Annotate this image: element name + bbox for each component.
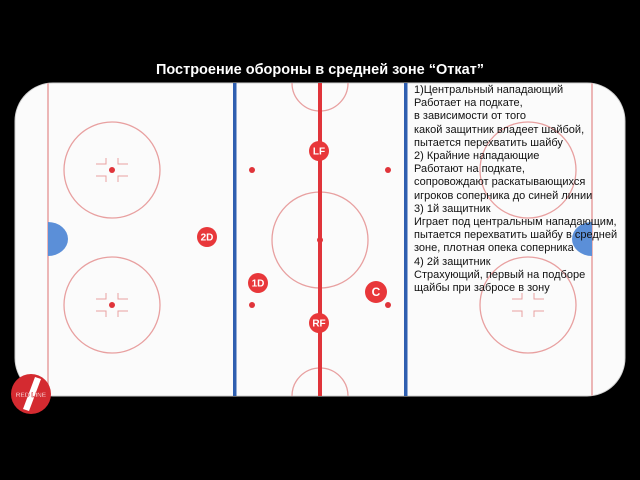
- neutral-dot-bottom-left: [249, 302, 255, 308]
- note-line: сопровождают раскатывающихся: [414, 176, 586, 189]
- note-line: 3) 1й защитник: [414, 202, 491, 215]
- neutral-dot-top-right: [385, 167, 391, 173]
- notes-panel: [414, 84, 636, 295]
- note-line: пытается перехватить шайбу в средней: [414, 229, 618, 242]
- note-line: Играет под центральным нападающим,: [414, 216, 617, 229]
- diagram-title: Построение обороны в средней зоне “Откат”: [155, 62, 485, 78]
- note-line: 1)Центральный нападающий: [414, 84, 564, 96]
- player-2d-label: 2D: [200, 232, 214, 244]
- player-2d: [197, 227, 217, 247]
- note-line: игроков соперника до синей линии: [414, 189, 593, 202]
- neutral-dot-bottom-right: [385, 302, 391, 308]
- note-line: Работает на подкате,: [414, 97, 523, 110]
- note-line: 4) 2й защитник: [414, 255, 491, 268]
- player-1d: [248, 273, 268, 293]
- center-red-line: [318, 83, 322, 396]
- player-lf: [309, 141, 329, 161]
- player-1d-label: 1D: [251, 278, 265, 290]
- note-line: в зависимости от того: [414, 110, 527, 123]
- right-blue-line: [404, 83, 408, 396]
- red-line-logo: [10, 373, 52, 415]
- note-line: 2) Крайние нападающие: [414, 150, 540, 163]
- left-top-faceoff-dot: [109, 167, 115, 173]
- neutral-dot-top-left: [249, 167, 255, 173]
- note-line: какой защитник владеет шайбой,: [414, 123, 585, 136]
- note-line: Работают на подкате,: [414, 163, 525, 176]
- player-c-label: C: [371, 285, 381, 299]
- left-bottom-faceoff-dot: [109, 302, 115, 308]
- note-line: пытается перехватить шайбу: [414, 136, 563, 149]
- logo-text: RED LINE: [15, 392, 47, 399]
- note-line: Страхующий, первый на подборе: [414, 268, 586, 281]
- left-blue-line: [233, 83, 237, 396]
- player-rf: [309, 313, 329, 333]
- note-line: щайбы при забросе в зону: [414, 282, 550, 295]
- player-rf-label: RF: [312, 318, 326, 330]
- note-line: зоне, плотная опека соперника: [414, 242, 574, 255]
- player-c: [365, 281, 387, 303]
- player-lf-label: LF: [312, 146, 326, 158]
